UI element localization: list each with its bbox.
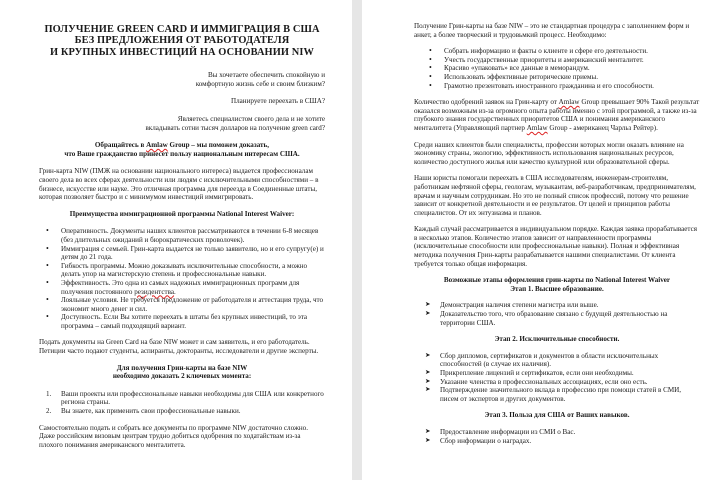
individual-approach-paragraph: Каждый случай рассматривается в индивидуальном порядке. Каждая заявка прорабатывается в несколько этапов. Количество этапов зависит от направленности программы (исключительные способности или профессиональные навыки). Полная и эффективная методика получения Грин-карты разрабатывается нашими специалистами. От клиента требуется только общая информация. [414, 225, 698, 268]
question-block [39, 71, 325, 88]
arrow-bullet-icon: ➤ [425, 377, 431, 385]
list-item: • Доступность. Если Вы хотите переехать в штаты без крупных инвестиций, то эта программа – самый подходящий вариант. [61, 313, 325, 330]
list-item: • Использовать эффективные риторические приемы. [444, 73, 700, 82]
procedure-intro: Получение Грин-карты на базе NIW – это не стандартная процедура с заполнением форм и анкет, а более творческий и трудовьмкий процесс. Необходимо: [414, 22, 690, 39]
key-points-heading [39, 364, 325, 381]
list-item-text: Доказательство того, что образование связано с будущей деятельностью на территории США. [440, 310, 668, 327]
list-item-text: Ваши проекты или профессиональные навыки необходимы для США или конкретного региона страны. [61, 389, 324, 407]
company-name: Amlaw [558, 98, 580, 107]
list-item-text: Указание членства в профессиональных ассоциациях, если оно есть. [440, 377, 648, 386]
page-content [39, 24, 325, 457]
list-item-text: Вы знаете, как применить свои профессиональные навыки. [61, 407, 241, 416]
list-item [425, 377, 700, 387]
list-item: • Гибкость программы. Можно доказывать исключительные способности, а можно делать упор на магистерскую степень и профессиональные навыки. [61, 262, 325, 279]
question-block [39, 115, 325, 132]
document-title [39, 24, 325, 58]
stage-title: Этап 3. Польза для США от Ваших навыков. [484, 411, 630, 420]
stage-items-list [414, 428, 700, 445]
arrow-bullet-icon: ➤ [425, 301, 431, 309]
list-item [425, 427, 700, 437]
who-can-apply-paragraph: Подать документы на Green Card на базе NIW может и сам заявитель, и его работодатель. Петиции часто подают студенты, аспиранты, докторанты, исследователи и другие эксперты. [39, 338, 319, 356]
cta-text: Group – мы поможем доказать, [167, 141, 270, 150]
heading-line: Для получения Грин-карты на базе NIW [116, 363, 248, 372]
heading-line: необходимо доказать 2 ключевых момента: [112, 372, 252, 381]
cta-text: что Ваше гражданство принесет пользу национальным интересам США. [64, 149, 300, 158]
stages-heading: Возможные этапы оформления грин-карты по National Interest Waiver [443, 276, 671, 285]
advantages-list [39, 227, 325, 330]
list-item: • Учесть государственные приоритеты и американский менталитет. [444, 56, 700, 65]
company-name: Amlaw [146, 141, 168, 150]
paragraph-text: Group превышает 90% Такой результат оказался возможным из-за огромного опыта работы именно с этой программой, а также из-за глубокого знания государственных приоритетов США и понимания американского менталитета (Управляющий партнер [414, 98, 700, 132]
list-item-text: Подтверждение значительного вклада в профессию при помощи статей в СМИ, писем от экспертов и других документов. [440, 386, 682, 403]
list-item: • Иммиграция с семьей. Грин-карта выдается не только заявителю, но и его супругу(е) и детям до 21 года. [61, 245, 325, 262]
stage-title: Этап 2. Исключительные способности. [494, 335, 620, 344]
spellcheck-flagged-word: резидентства [134, 287, 175, 296]
list-item-text: Прикрепление лицензий и сертификатов, если они необходимы. [440, 369, 634, 377]
list-item: • Собрать информацию и факты о клиенте и сфере его деятельности. [444, 47, 700, 56]
list-item: • Лояльные условия. Не требуется предложение от работодателя и аттестация труда, что экономит много денег и сил. [61, 296, 325, 313]
list-item [425, 369, 700, 378]
question-line: Планируете переехать в США? [231, 97, 325, 106]
arrow-bullet-icon: ➤ [425, 351, 431, 359]
question-line: вкладывать сотни тысяч долларов на получение green card? [145, 123, 325, 132]
list-item [425, 301, 700, 310]
page-content [414, 22, 700, 453]
cta-text: Обращайтесь в [94, 141, 147, 150]
title-line: БЕЗ ПРЕДЛОЖЕНИЯ ОТ РАБОТОДАТЕЛЯ [74, 35, 290, 47]
arrow-bullet-icon: ➤ [425, 427, 431, 435]
arrow-bullet-icon: ➤ [425, 369, 431, 376]
list-item [425, 310, 700, 327]
question-line: Вы хочетаете обеспечить спокойную и [207, 71, 325, 80]
question-block [39, 97, 325, 106]
intro-paragraph: Грин-карта NIW (ПМЖ на основании национального интереса) выдается профессионалам своего дела во всех сферах деятельности или людям с исключительными способностями – в бизнесе, искусстве или науке. Это отличная программа для переезда в Соединенные штаты, которая позволяет быстро и с минимумом инвестиций иммигрировать. [39, 167, 319, 202]
key-points-list [39, 390, 325, 416]
list-number: 2. [46, 407, 52, 416]
company-name: Amlaw [526, 123, 548, 132]
document-page-left [0, 0, 352, 480]
advantages-heading: Преимущества иммиграционной программы National Interest Waiver: [69, 209, 295, 218]
clients-paragraph: Среди наших клиентов были специалисты, профессии которых могли оказать влияние на экономику страны, экологию, эффективность использования национальных ресурсов, количество доступного жилья или качество культурной или образовательной сферы. [414, 140, 684, 166]
list-item-text: Демонстрация наличия степени магистра или выше. [440, 301, 599, 310]
list-item: • Эффективность. Это одна из самых надежных иммиграционных программ для получения постоянного резидентства. [61, 279, 325, 296]
paragraph-text: Количество одобрений заявок на Грин-карту от [414, 98, 559, 107]
title-line: И КРУПНЫХ ИНВЕСТИЦИЙ НА ОСНОВАНИИ NIW [49, 46, 315, 58]
arrow-bullet-icon: ➤ [425, 436, 431, 444]
closing-paragraph: Самостоятельно подать и собрать все документы по программе NIW достаточно сложно. Даже российским визовым центрам трудно добиться одобрения по ходатайствам из-за плохого понимания американского менталитета. [39, 423, 308, 449]
list-item-text: Предоставление информации из СМИ о Вас. [440, 427, 576, 436]
list-item-text: Сбор дипломов, сертификатов и документов в области исключительных способностей (в случае их наличия). [440, 351, 659, 369]
stage-items-list [414, 352, 700, 404]
question-line: Являетесь специалистом своего дела и не хотите [177, 115, 325, 123]
question-line: комфортную жизнь себе и своим близким? [195, 79, 325, 88]
stage-title: Этап 1. Высшее образование. [510, 284, 604, 293]
call-to-action [39, 141, 325, 158]
list-item [425, 351, 700, 369]
stage-items-list [414, 301, 700, 327]
arrow-bullet-icon: ➤ [425, 386, 431, 394]
paragraph-text: Group - американец Чарльз Рейтер). [547, 123, 658, 132]
arrow-bullet-icon: ➤ [425, 310, 431, 318]
document-page-right [362, 0, 720, 480]
lawyers-paragraph: Наши юристы помогали переехать в США исследователям, инженерам-строителям, работникам нефтяной сферы, геологам, музыкантам, веб-разработчикам, предпринимателям, врачам и научным сотрудникам. Но это не полный список профессий, потому что решение зависит от конкретной деятельности и ее результатов. От целей и принципов работы специалистов. От их энтузиазма и планов. [414, 174, 696, 217]
list-item: • Оперативность. Документы наших клиентов рассматриваются в течении 6-8 месяцев (без длительных ожиданий и бюрократических проволочек). [61, 227, 325, 244]
list-item: • Красиво «упаковать» все данные в меморандум. [444, 64, 700, 73]
page-separator [352, 0, 362, 480]
list-item [46, 389, 325, 407]
approvals-paragraph [414, 98, 700, 132]
list-item [46, 407, 325, 416]
list-number: 1. [46, 389, 52, 398]
list-item: • Грамотно презентовать иностранного гражданина и его способности. [444, 82, 700, 91]
title-line: ПОЛУЧЕНИЕ GREEN CARD И ИММИГРАЦИЯ В США [44, 24, 320, 35]
list-item [425, 386, 700, 403]
list-item [425, 436, 700, 446]
procedure-steps-list [414, 47, 700, 90]
list-item-text: Сбор информации о наградах. [440, 436, 532, 445]
